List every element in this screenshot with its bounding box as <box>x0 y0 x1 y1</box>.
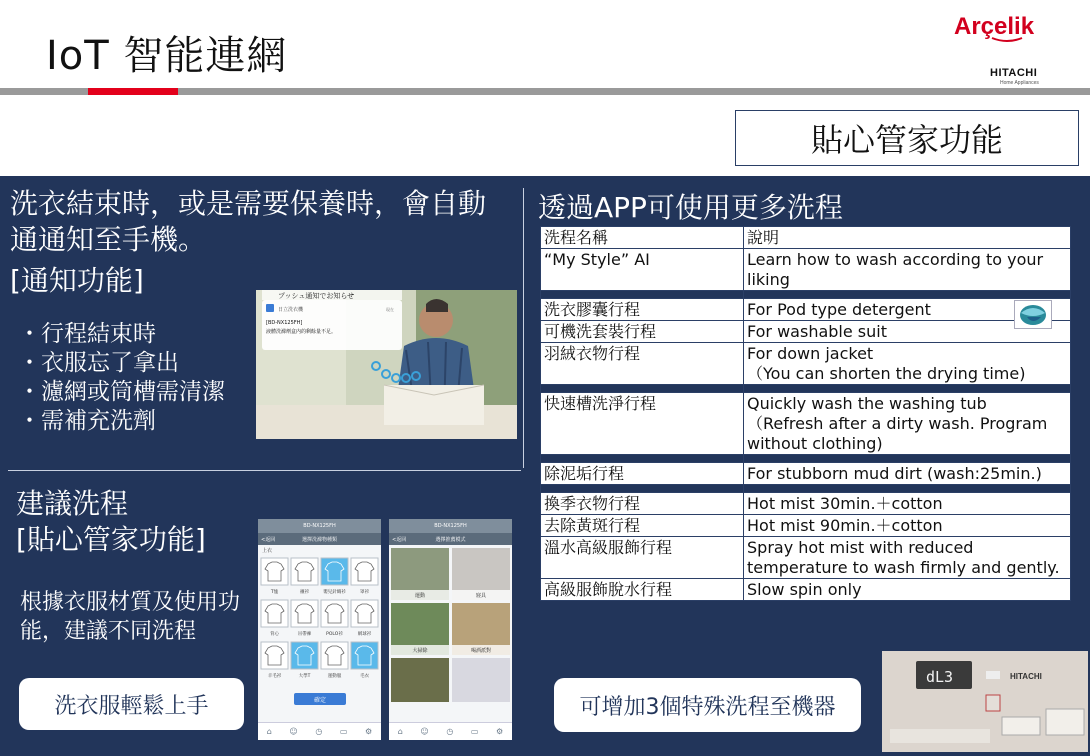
clock-icon[interactable]: ◷ <box>315 727 323 736</box>
svg-text:大掃除: 大掃除 <box>412 648 428 654</box>
clothing-label: 嬰兒針織衫 <box>323 590 346 595</box>
gear-icon[interactable]: ⚙ <box>365 727 373 736</box>
program-name-cell: 洗衣膠囊行程 <box>541 299 744 321</box>
clothing-grid[interactable] <box>258 556 381 691</box>
app-model-label: BD-NX125FH <box>434 523 467 529</box>
program-name-cell: 去除黃斑行程 <box>541 515 744 537</box>
hitachi-tagline: Home Appliances <box>1000 80 1039 86</box>
svg-text:HITACHI: HITACHI <box>1010 672 1042 681</box>
app-screen-clothing-type <box>258 519 381 740</box>
program-name-cell: 溫水高級服飾行程 <box>541 537 744 579</box>
clothing-label: 襯衫 <box>300 590 309 595</box>
svg-text:液體洗滌劑盒内的剩餘量不足。: 液體洗滌劑盒内的剩餘量不足。 <box>266 329 337 335</box>
user-icon[interactable]: ☺ <box>289 727 298 736</box>
clothing-label: 毛衣 <box>360 674 369 679</box>
pod-detergent-icon <box>1014 300 1052 329</box>
app-model-label: BD-NX125FH <box>303 523 336 529</box>
column-header: 說明 <box>744 227 1071 249</box>
program-description-cell: Slow spin only <box>744 579 1071 601</box>
back-button[interactable]: <返回 <box>392 536 407 543</box>
svg-text:寢具: 寢具 <box>475 593 487 599</box>
table-row <box>541 343 1071 385</box>
header-accent-bar <box>88 88 178 95</box>
table-row <box>541 393 1071 455</box>
program-table <box>540 226 1071 601</box>
back-button[interactable]: <返回 <box>261 536 276 543</box>
program-description-cell: Hot mist 90min.＋cotton <box>744 515 1071 537</box>
page-title: IoT 智能連網 <box>46 33 288 79</box>
clock-icon[interactable]: ◷ <box>446 727 454 736</box>
program-description-cell: Learn how to wash according to your liking <box>744 249 1071 291</box>
table-row <box>541 537 1071 579</box>
easy-laundry-button[interactable]: 洗衣服輕鬆上手 <box>19 678 244 730</box>
app-screen-recommend-mode <box>389 519 512 740</box>
book-icon[interactable]: ▭ <box>339 727 348 736</box>
table-row <box>541 579 1071 601</box>
feature-label-box: 貼心管家功能 <box>735 110 1079 166</box>
app-subheader <box>258 533 381 545</box>
notification-bullet-list <box>18 320 225 436</box>
user-icon[interactable]: ☺ <box>420 727 429 736</box>
table-row <box>541 249 1071 291</box>
column-header: 洗程名稱 <box>541 227 744 249</box>
arcelik-logo <box>952 10 1042 46</box>
clothing-label: 網球衫 <box>357 632 372 637</box>
notification-tag: [通知功能] <box>10 264 144 297</box>
svg-text:Arçelik: Arçelik <box>954 13 1035 40</box>
home-icon[interactable]: ⌂ <box>397 727 403 736</box>
recommend-title: 建議洗程 <box>16 487 129 520</box>
program-description-cell: Quickly wash the washing tub （Refresh after a dirty wash. Program without clothing) <box>744 393 1071 455</box>
app-header <box>389 519 512 533</box>
table-row <box>541 321 1071 343</box>
app-programs-headline: 透過APP可使用更多洗程 <box>538 191 843 224</box>
svg-text:運動: 運動 <box>414 593 426 599</box>
program-name-cell: 高級服飾脫水行程 <box>541 579 744 601</box>
clothing-label: 罩衫 <box>360 590 369 595</box>
home-icon[interactable]: ⌂ <box>266 727 272 736</box>
app-header <box>258 519 381 533</box>
table-row <box>541 463 1071 485</box>
program-description-cell: For Pod type detergent <box>744 299 1071 321</box>
program-name-cell: 除泥垢行程 <box>541 463 744 485</box>
row-spacer <box>541 291 1071 299</box>
program-description-cell: For stubborn mud dirt (wash:25min.) <box>744 463 1071 485</box>
table-header-row <box>541 227 1071 249</box>
svg-text:プッシュ通知でお知らせ: プッシュ通知でお知らせ <box>278 292 355 300</box>
category-label: 上衣 <box>262 548 273 554</box>
book-icon[interactable]: ▭ <box>470 727 479 736</box>
clothing-label: POLO衫 <box>326 632 343 637</box>
svg-text:喝酒派對: 喝酒派對 <box>470 648 492 654</box>
program-description-cell: Spray hot mist with reduced temperature to wash firmly and gently. <box>744 537 1071 579</box>
list-item: ・衣服忘了拿出 <box>18 350 179 376</box>
recommend-tag: [貼心管家功能] <box>16 523 206 556</box>
svg-text:日立洗衣機: 日立洗衣機 <box>278 307 304 313</box>
hitachi-logo: HITACHI <box>990 67 1038 79</box>
app-subheader <box>389 533 512 545</box>
screen-title: 選擇洗滌物種類 <box>301 536 337 543</box>
list-item: ・行程結束時 <box>18 321 156 347</box>
row-spacer <box>541 385 1071 393</box>
clothing-label: T恤 <box>270 590 279 595</box>
gear-icon[interactable]: ⚙ <box>496 727 504 736</box>
confirm-button[interactable]: 確定 <box>294 693 346 705</box>
row-spacer <box>541 485 1071 493</box>
list-item: ・需補充洗劑 <box>18 408 156 434</box>
program-description-cell: For down jacket （You can shorten the drying time) <box>744 343 1071 385</box>
program-description-cell: Hot mist 30min.＋cotton <box>744 493 1071 515</box>
notification-photo <box>256 290 517 439</box>
program-name-cell: “My Style” AI <box>541 249 744 291</box>
program-name-cell: 可機洗套裝行程 <box>541 321 744 343</box>
list-item: ・濾網或筒槽需清潔 <box>18 379 225 405</box>
program-name-cell: 換季衣物行程 <box>541 493 744 515</box>
table-row <box>541 493 1071 515</box>
screen-title: 選擇推薦模式 <box>435 536 466 543</box>
app-bottom-nav <box>389 722 512 740</box>
program-table-body <box>541 249 1071 601</box>
program-name-cell: 快速槽洗淨行程 <box>541 393 744 455</box>
washer-control-panel-photo <box>882 651 1088 752</box>
clothing-label: 運動服 <box>327 674 342 679</box>
svg-text:現在: 現在 <box>386 307 394 312</box>
svg-text:[BD-NX125FH]: [BD-NX125FH] <box>266 320 303 326</box>
table-row <box>541 515 1071 537</box>
clothing-label: 吊帶褲 <box>297 632 312 637</box>
notification-headline: 洗衣結束時，或是需要保養時，會自動通通知至手機。 <box>10 187 487 256</box>
app-bottom-nav <box>258 722 381 740</box>
clothing-label: 背心 <box>270 632 279 637</box>
program-name-cell: 羽絨衣物行程 <box>541 343 744 385</box>
svg-text:dL3: dL3 <box>926 668 954 686</box>
clothing-label: 大學T <box>298 674 311 679</box>
recommend-description: 根據衣服材質及使用功能，建議不同洗程 <box>20 590 241 644</box>
clothing-label: 羊毛衫 <box>267 674 282 679</box>
program-description-cell: For washable suit <box>744 321 1071 343</box>
table-row <box>541 299 1071 321</box>
add-programs-button[interactable]: 可增加3個特殊洗程至機器 <box>554 678 861 732</box>
row-spacer <box>541 455 1071 463</box>
horizontal-divider <box>8 470 521 471</box>
vertical-divider <box>523 188 524 468</box>
mode-tile-grid[interactable] <box>389 545 512 722</box>
